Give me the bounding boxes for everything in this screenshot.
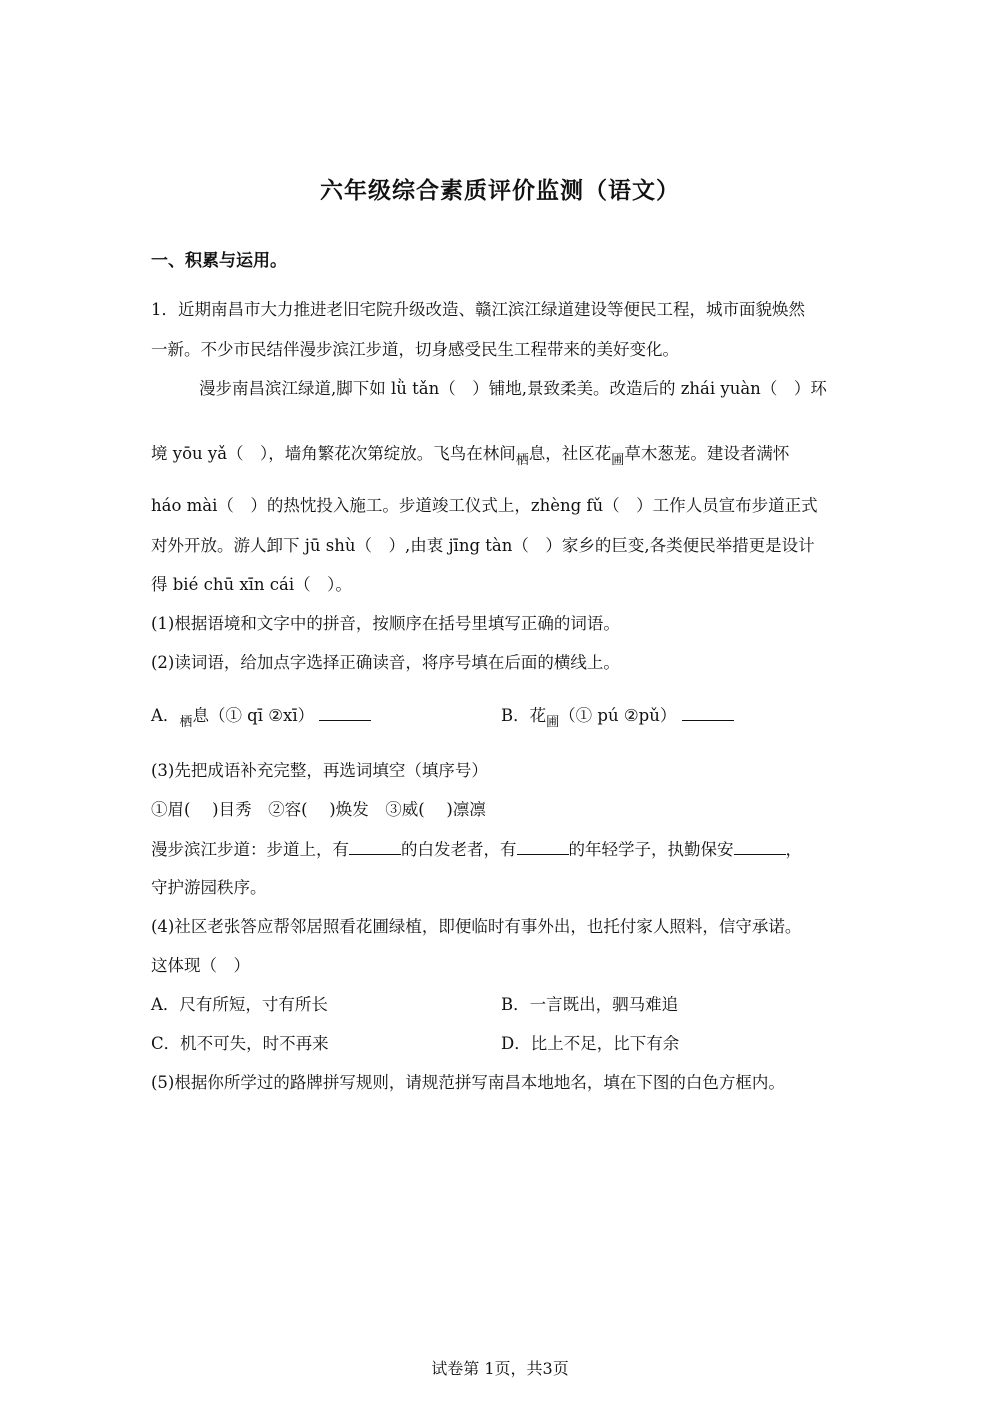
passage-text: 境 yōu yǎ（ ），墙角繁花次第绽放。飞鸟在林间: [151, 444, 516, 463]
choice-option-b[interactable]: B．一言既出，驷马难追: [501, 995, 679, 1014]
passage-line-3: háo mài（ ）的热忱投入施工。步道竣工仪式上，zhèng fǔ（ ）工作人员宣布步道正式: [151, 496, 818, 515]
dotted-character: 圃: [546, 715, 560, 730]
answer-blank[interactable]: [517, 838, 569, 855]
sub-question-2: (2)读词语，给加点字选择正确读音，将序号填在后面的横线上。: [151, 653, 620, 672]
choice-option-a[interactable]: A．尺有所短，寸有所长: [151, 995, 328, 1014]
sub-question-2-option-b: [501, 704, 734, 729]
option-label: B．花: [501, 706, 547, 725]
passage-line-4: 对外开放。游人卸下 jū shù（ ）,由衷 jīng tàn（ ）家乡的巨变,各类便民举措更是设计: [151, 536, 815, 555]
option-text: （① pú ②pǔ）: [559, 706, 677, 725]
page-footer: 试卷第 1页，共3页: [431, 1359, 569, 1378]
idiom-fill-line-2: 守护游园秩序。: [151, 878, 267, 897]
answer-blank[interactable]: [319, 704, 371, 721]
passage-line-2: [151, 443, 789, 467]
sub-question-4-line-1: (4)社区老张答应帮邻居照看花圃绿植，即便临时有事外出，也托付家人照料，信守承诺。: [151, 917, 802, 936]
question-intro-line-2: 一新。不少市民结伴漫步滨江步道，切身感受民生工程带来的美好变化。: [151, 340, 679, 359]
choice-option-d[interactable]: D．比上不足，比下有余: [501, 1034, 680, 1053]
sub-question-5: (5)根据你所学过的路牌拼写规则，请规范拼写南昌本地地名，填在下图的白色方框内。: [151, 1073, 785, 1092]
fill-text: 的年轻学子，执勤保安: [568, 840, 734, 859]
sub-question-4-line-2: 这体现（ ）: [151, 956, 250, 975]
question-intro-line-1: 1．近期南昌市大力推进老旧宅院升级改造、赣江滨江绿道建设等便民工程，城市面貌焕然: [151, 300, 805, 319]
sub-question-2-option-a: [151, 704, 371, 729]
answer-blank[interactable]: [682, 704, 734, 721]
sub-question-1: (1)根据语境和文字中的拼音，按顺序在括号里填写正确的词语。: [151, 614, 620, 633]
fill-text: 漫步滨江步道：步道上，有: [151, 840, 349, 859]
fill-text: ，: [785, 840, 802, 859]
answer-blank[interactable]: [349, 838, 401, 855]
option-label: A．: [151, 706, 180, 725]
passage-text: 息，社区花: [528, 444, 612, 463]
passage-text: 草木葱茏。建设者满怀: [624, 444, 790, 463]
answer-blank[interactable]: [734, 838, 786, 855]
idiom-list: ①眉( )目秀 ②容( )焕发 ③威( )凛凛: [151, 800, 486, 819]
option-text: 息（① qī ②xī）: [192, 706, 315, 725]
choice-option-c[interactable]: C．机不可失，时不再来: [151, 1034, 329, 1053]
dotted-character: 栖: [515, 453, 529, 468]
dotted-character: 圃: [611, 453, 625, 468]
fill-text: 的白发老者，有: [401, 840, 517, 859]
page-title: 六年级综合素质评价监测（语文）: [320, 178, 680, 204]
dotted-character: 栖: [179, 715, 193, 730]
sub-question-3: (3)先把成语补充完整，再选词填空（填序号）: [151, 761, 488, 780]
passage-line-1: 漫步南昌滨江绿道,脚下如 lǜ tǎn（ ）铺地,景致柔美。改造后的 zhái yuàn（ ）环: [199, 379, 827, 398]
section-heading: 一、积累与运用。: [151, 251, 287, 271]
idiom-fill-line: [151, 838, 802, 861]
passage-line-5: 得 bié chū xīn cái（ ）。: [151, 575, 352, 594]
